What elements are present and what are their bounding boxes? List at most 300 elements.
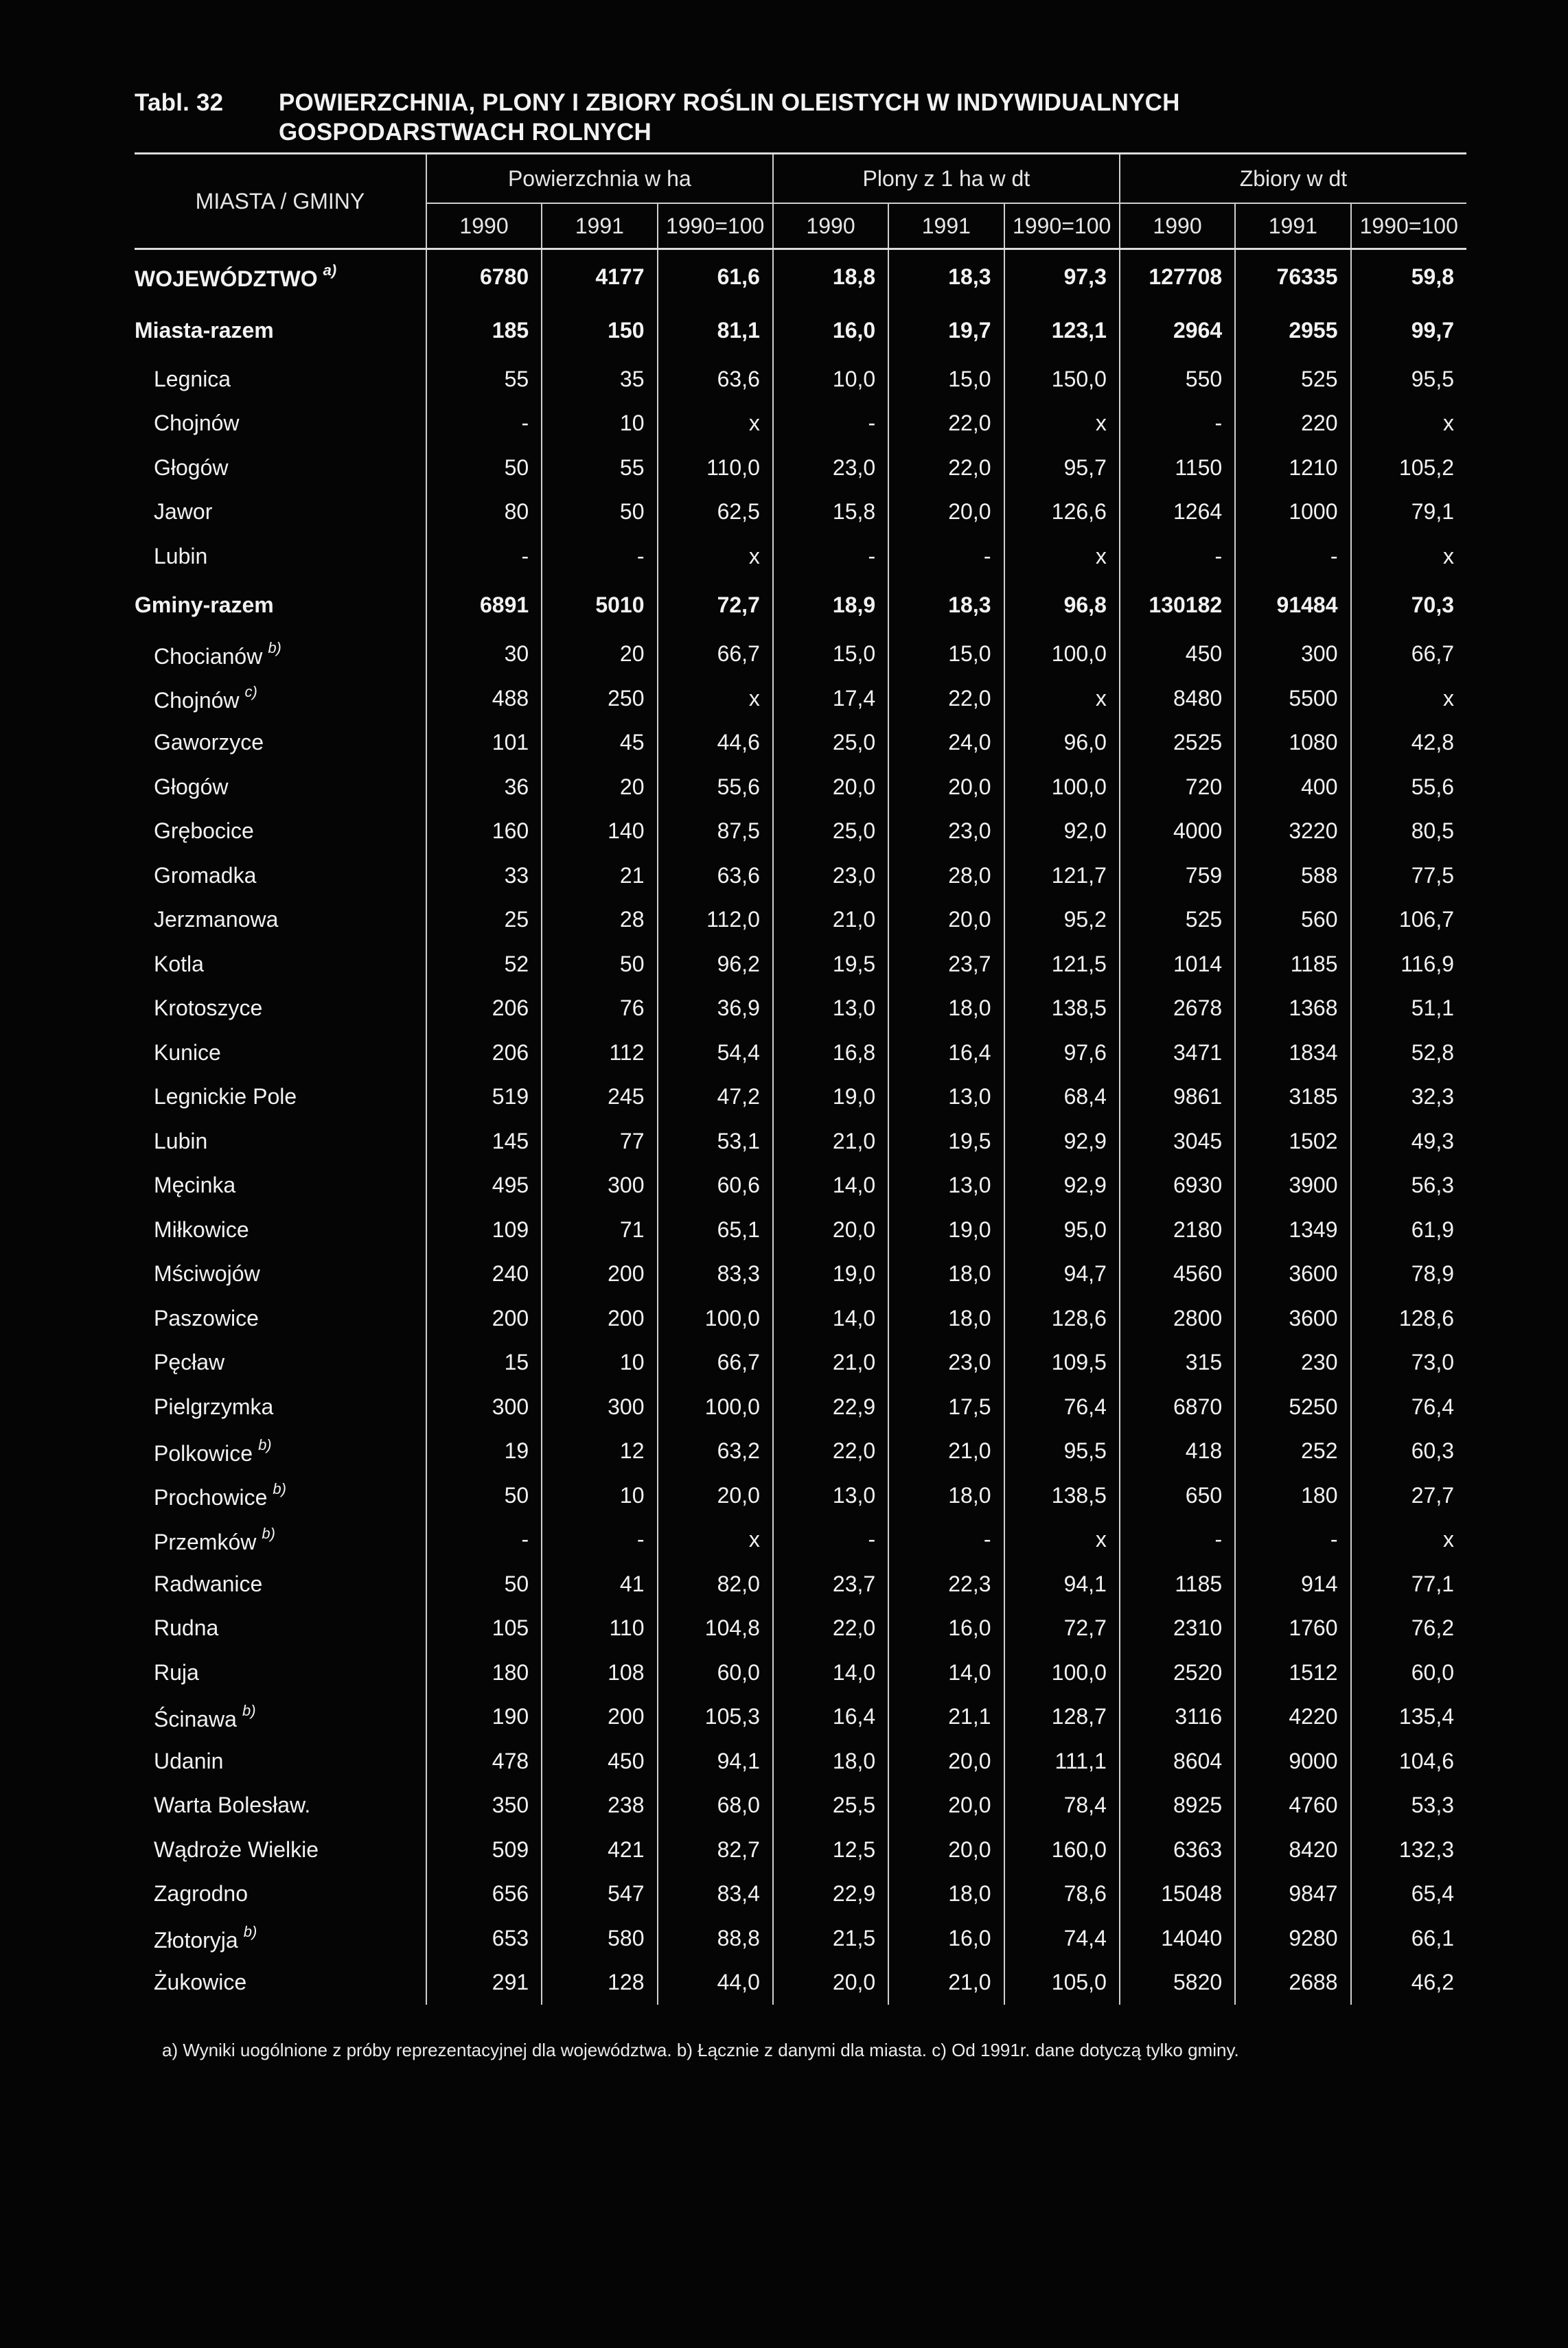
table-cell: 101 bbox=[426, 721, 542, 766]
table-cell: - bbox=[542, 534, 657, 579]
table-cell: 80 bbox=[426, 490, 542, 535]
footnote-marker: b) bbox=[268, 638, 281, 656]
row-label bbox=[135, 303, 426, 357]
table-cell: 1834 bbox=[1235, 1031, 1350, 1075]
table-cell: 21,0 bbox=[773, 898, 888, 943]
table-cell: 230 bbox=[1235, 1341, 1350, 1385]
row-label bbox=[135, 987, 426, 1031]
table-cell: 76,4 bbox=[1004, 1385, 1120, 1429]
table-cell: 77,5 bbox=[1351, 853, 1466, 898]
table-cell: 10 bbox=[542, 402, 657, 446]
table-cell: 33 bbox=[426, 853, 542, 898]
table-cell: 25,0 bbox=[773, 809, 888, 854]
table-row bbox=[135, 1473, 1466, 1518]
footnote-marker: b) bbox=[242, 1701, 256, 1719]
table-row bbox=[135, 1739, 1466, 1784]
table-row bbox=[135, 1031, 1466, 1075]
table-cell: 68,0 bbox=[658, 1784, 773, 1828]
table-cell: 19,5 bbox=[773, 942, 888, 987]
table-cell: 95,0 bbox=[1004, 1208, 1120, 1252]
table-cell: 1000 bbox=[1235, 490, 1350, 535]
table-cell: 76,2 bbox=[1351, 1607, 1466, 1651]
table-cell: 450 bbox=[542, 1739, 657, 1784]
row-name: Miasta-razem bbox=[135, 317, 274, 343]
table-cell: 200 bbox=[542, 1296, 657, 1341]
table-cell: 4760 bbox=[1235, 1784, 1350, 1828]
table-cell: 6780 bbox=[426, 249, 542, 304]
table-cell: 20,0 bbox=[888, 765, 1004, 809]
table-cell: 23,7 bbox=[773, 1562, 888, 1607]
row-label bbox=[135, 1828, 426, 1872]
table-cell: 19 bbox=[426, 1429, 542, 1474]
row-name: Złotoryja bbox=[154, 1928, 238, 1953]
table-cell: 110,0 bbox=[658, 446, 773, 490]
row-name: Mściwojów bbox=[154, 1261, 260, 1287]
table-row bbox=[135, 1518, 1466, 1563]
row-name: Jerzmanowa bbox=[154, 907, 279, 932]
table-cell: 2688 bbox=[1235, 1961, 1350, 2005]
row-name: Paszowice bbox=[154, 1305, 259, 1331]
row-label bbox=[135, 1164, 426, 1208]
table-cell: 300 bbox=[542, 1164, 657, 1208]
table-cell: 5500 bbox=[1235, 676, 1350, 721]
table-cell: 17,4 bbox=[773, 676, 888, 721]
table-cell: x bbox=[1004, 534, 1120, 579]
row-label bbox=[135, 1296, 426, 1341]
table-row bbox=[135, 1252, 1466, 1297]
table-cell: 547 bbox=[542, 1872, 657, 1917]
table-cell: 240 bbox=[426, 1252, 542, 1297]
col-header: 1990 bbox=[773, 203, 888, 249]
table-cell: 18,8 bbox=[773, 249, 888, 304]
table-cell: 41 bbox=[542, 1562, 657, 1607]
table-cell: 50 bbox=[426, 446, 542, 490]
table-cell: 21,0 bbox=[888, 1429, 1004, 1474]
table-cell: 92,9 bbox=[1004, 1119, 1120, 1164]
table-cell: 580 bbox=[542, 1916, 657, 1961]
table-cell: 15,0 bbox=[773, 632, 888, 677]
table-cell: 47,2 bbox=[658, 1075, 773, 1120]
table-cell: 350 bbox=[426, 1784, 542, 1828]
table-cell: 88,8 bbox=[658, 1916, 773, 1961]
row-name: Pielgrzymka bbox=[154, 1394, 274, 1419]
table-cell: 23,0 bbox=[888, 1341, 1004, 1385]
row-name: Kunice bbox=[154, 1039, 221, 1065]
table-cell: 36,9 bbox=[658, 987, 773, 1031]
table-cell: 6891 bbox=[426, 579, 542, 632]
row-name: Rudna bbox=[154, 1615, 219, 1641]
row-label bbox=[135, 853, 426, 898]
table-cell: 99,7 bbox=[1351, 303, 1466, 357]
group-header-area: Powierzchnia w ha bbox=[426, 154, 773, 204]
table-row bbox=[135, 1385, 1466, 1429]
table-cell: 132,3 bbox=[1351, 1828, 1466, 1872]
table-cell: 650 bbox=[1120, 1473, 1235, 1518]
table-cell: 588 bbox=[1235, 853, 1350, 898]
table-cell: 19,5 bbox=[888, 1119, 1004, 1164]
stub-header: MIASTA / GMINY bbox=[135, 154, 426, 249]
table-cell: - bbox=[1120, 1518, 1235, 1563]
table-cell: 62,5 bbox=[658, 490, 773, 535]
table-row bbox=[135, 853, 1466, 898]
row-label bbox=[135, 1695, 426, 1740]
table-cell: 91484 bbox=[1235, 579, 1350, 632]
table-cell: 32,3 bbox=[1351, 1075, 1466, 1120]
table-cell: 418 bbox=[1120, 1429, 1235, 1474]
row-name: Przemków bbox=[154, 1529, 257, 1554]
row-name: Prochowice bbox=[154, 1485, 268, 1510]
table-cell: 52 bbox=[426, 942, 542, 987]
table-cell: 22,0 bbox=[773, 1429, 888, 1474]
row-name: Miłkowice bbox=[154, 1217, 249, 1242]
table-cell: 105,2 bbox=[1351, 446, 1466, 490]
table-cell: 138,5 bbox=[1004, 987, 1120, 1031]
table-cell: 83,3 bbox=[658, 1252, 773, 1297]
table-cell: 66,7 bbox=[1351, 632, 1466, 677]
row-label bbox=[135, 1916, 426, 1961]
table-cell: 3600 bbox=[1235, 1296, 1350, 1341]
table-cell: 759 bbox=[1120, 853, 1235, 898]
table-cell: 97,6 bbox=[1004, 1031, 1120, 1075]
table-cell: 50 bbox=[542, 942, 657, 987]
table-cell: 18,3 bbox=[888, 579, 1004, 632]
table-cell: 78,9 bbox=[1351, 1252, 1466, 1297]
table-cell: 97,3 bbox=[1004, 249, 1120, 304]
table-cell: - bbox=[1235, 1518, 1350, 1563]
table-cell: 5010 bbox=[542, 579, 657, 632]
table-cell: - bbox=[1120, 402, 1235, 446]
table-cell: 95,7 bbox=[1004, 446, 1120, 490]
table-cell: 4560 bbox=[1120, 1252, 1235, 1297]
row-label bbox=[135, 534, 426, 579]
table-cell: 238 bbox=[542, 1784, 657, 1828]
table-cell: 300 bbox=[1235, 632, 1350, 677]
title-line-1: POWIERZCHNIA, PLONY I ZBIORY ROŚLIN OLEISTYCH W INDYWIDUALNYCH bbox=[279, 89, 1180, 116]
table-cell: 1349 bbox=[1235, 1208, 1350, 1252]
table-cell: 94,7 bbox=[1004, 1252, 1120, 1297]
table-cell: 8480 bbox=[1120, 676, 1235, 721]
table-cell: 18,9 bbox=[773, 579, 888, 632]
group-header-harvest: Zbiory w dt bbox=[1120, 154, 1466, 204]
table-cell: 105,3 bbox=[658, 1695, 773, 1740]
table-cell: 121,7 bbox=[1004, 853, 1120, 898]
table-cell: 21,1 bbox=[888, 1695, 1004, 1740]
table-cell: 185 bbox=[426, 303, 542, 357]
table-cell: 8604 bbox=[1120, 1739, 1235, 1784]
footnote-marker: b) bbox=[273, 1480, 286, 1498]
table-cell: 13,0 bbox=[773, 987, 888, 1031]
table-cell: - bbox=[773, 402, 888, 446]
row-label bbox=[135, 1872, 426, 1917]
table-cell: x bbox=[658, 1518, 773, 1563]
table-cell: 23,0 bbox=[888, 809, 1004, 854]
row-name: Chojnów bbox=[154, 411, 240, 436]
table-cell: 82,0 bbox=[658, 1562, 773, 1607]
table-cell: 27,7 bbox=[1351, 1473, 1466, 1518]
table-cell: 145 bbox=[426, 1119, 542, 1164]
table-cell: 87,5 bbox=[658, 809, 773, 854]
table-cell: 76335 bbox=[1235, 249, 1350, 304]
table-row bbox=[135, 1208, 1466, 1252]
table-cell: 23,0 bbox=[773, 853, 888, 898]
table-cell: 105,0 bbox=[1004, 1961, 1120, 2005]
table-cell: 421 bbox=[542, 1828, 657, 1872]
table-cell: 150,0 bbox=[1004, 357, 1120, 402]
table-cell: 160 bbox=[426, 809, 542, 854]
table-cell: 190 bbox=[426, 1695, 542, 1740]
table-cell: 20,0 bbox=[773, 1961, 888, 2005]
table-cell: 60,0 bbox=[1351, 1650, 1466, 1695]
table-row bbox=[135, 765, 1466, 809]
table-cell: 22,9 bbox=[773, 1385, 888, 1429]
table-cell: 20,0 bbox=[773, 765, 888, 809]
table-cell: 55,6 bbox=[658, 765, 773, 809]
row-name: Pęcław bbox=[154, 1350, 225, 1375]
table-cell: 22,9 bbox=[773, 1872, 888, 1917]
data-table bbox=[135, 152, 1466, 2005]
row-name: Jawor bbox=[154, 499, 213, 525]
table-cell: 13,0 bbox=[773, 1473, 888, 1518]
table-cell: 200 bbox=[426, 1296, 542, 1341]
table-cell: 550 bbox=[1120, 357, 1235, 402]
table-row bbox=[135, 1164, 1466, 1208]
table-cell: 180 bbox=[426, 1650, 542, 1695]
footnote-marker: b) bbox=[262, 1524, 275, 1542]
table-cell: 9000 bbox=[1235, 1739, 1350, 1784]
table-cell: 1150 bbox=[1120, 446, 1235, 490]
table-cell: 23,7 bbox=[888, 942, 1004, 987]
table-cell: 63,2 bbox=[658, 1429, 773, 1474]
table-cell: 3185 bbox=[1235, 1075, 1350, 1120]
table-cell: 65,4 bbox=[1351, 1872, 1466, 1917]
table-cell: 25 bbox=[426, 898, 542, 943]
table-row bbox=[135, 942, 1466, 987]
table-cell: 50 bbox=[542, 490, 657, 535]
table-cell: 1368 bbox=[1235, 987, 1350, 1031]
table-cell: 18,0 bbox=[888, 1473, 1004, 1518]
table-cell: 49,3 bbox=[1351, 1119, 1466, 1164]
table-cell: 300 bbox=[542, 1385, 657, 1429]
table-cell: 9847 bbox=[1235, 1872, 1350, 1917]
table-cell: 21,5 bbox=[773, 1916, 888, 1961]
table-cell: x bbox=[1351, 1518, 1466, 1563]
table-cell: 250 bbox=[542, 676, 657, 721]
table-cell: 519 bbox=[426, 1075, 542, 1120]
table-cell: 15,8 bbox=[773, 490, 888, 535]
table-cell: 16,0 bbox=[888, 1607, 1004, 1651]
table-cell: 116,9 bbox=[1351, 942, 1466, 987]
col-header: 1991 bbox=[888, 203, 1004, 249]
table-cell: 3045 bbox=[1120, 1119, 1235, 1164]
row-name: Kotla bbox=[154, 951, 204, 976]
table-row bbox=[135, 1296, 1466, 1341]
table-row bbox=[135, 1119, 1466, 1164]
table-cell: 488 bbox=[426, 676, 542, 721]
table-cell: 22,0 bbox=[888, 446, 1004, 490]
table-cell: 14,0 bbox=[773, 1164, 888, 1208]
table-cell: 12,5 bbox=[773, 1828, 888, 1872]
table-cell: 1512 bbox=[1235, 1650, 1350, 1695]
table-cell: 2955 bbox=[1235, 303, 1350, 357]
row-label bbox=[135, 1075, 426, 1120]
table-cell: 44,6 bbox=[658, 721, 773, 766]
table-cell: 94,1 bbox=[1004, 1562, 1120, 1607]
table-cell: - bbox=[773, 534, 888, 579]
table-title bbox=[135, 88, 1473, 147]
table-cell: 15,0 bbox=[888, 632, 1004, 677]
table-cell: 19,7 bbox=[888, 303, 1004, 357]
table-cell: 20,0 bbox=[888, 490, 1004, 535]
table-cell: 21,0 bbox=[888, 1961, 1004, 2005]
table-body bbox=[135, 249, 1466, 2005]
table-cell: - bbox=[426, 402, 542, 446]
table-row bbox=[135, 402, 1466, 446]
row-label bbox=[135, 490, 426, 535]
table-cell: 108 bbox=[542, 1650, 657, 1695]
table-cell: 71 bbox=[542, 1208, 657, 1252]
table-cell: 25,5 bbox=[773, 1784, 888, 1828]
table-cell: 110 bbox=[542, 1607, 657, 1651]
table-cell: x bbox=[1351, 676, 1466, 721]
table-cell: 3600 bbox=[1235, 1252, 1350, 1297]
row-name: WOJEWÓDZTWO bbox=[135, 266, 318, 291]
footnote: a) Wyniki uogólnione z próby reprezentacyjnej dla województwa. b) Łącznie z danymi dla miasta. c) Od 1991r. dane dotyczą tylko gminy. bbox=[162, 2040, 1239, 2060]
table-cell: x bbox=[658, 676, 773, 721]
table-row bbox=[135, 1784, 1466, 1828]
table-cell: 66,7 bbox=[658, 632, 773, 677]
table-cell: 55 bbox=[426, 357, 542, 402]
table-cell: 78,4 bbox=[1004, 1784, 1120, 1828]
table-cell: - bbox=[426, 534, 542, 579]
table-cell: 104,8 bbox=[658, 1607, 773, 1651]
table-cell: 8420 bbox=[1235, 1828, 1350, 1872]
table-cell: 20,0 bbox=[773, 1208, 888, 1252]
table-cell: 2964 bbox=[1120, 303, 1235, 357]
table-row bbox=[135, 446, 1466, 490]
table-cell: 50 bbox=[426, 1473, 542, 1518]
table-cell: 206 bbox=[426, 987, 542, 1031]
table-cell: 53,3 bbox=[1351, 1784, 1466, 1828]
table-cell: 42,8 bbox=[1351, 721, 1466, 766]
table-cell: 1502 bbox=[1235, 1119, 1350, 1164]
table-cell: 112 bbox=[542, 1031, 657, 1075]
table-cell: 656 bbox=[426, 1872, 542, 1917]
table-cell: 140 bbox=[542, 809, 657, 854]
title-line-2: GOSPODARSTWACH ROLNYCH bbox=[279, 119, 652, 146]
table-cell: 121,5 bbox=[1004, 942, 1120, 987]
table-cell: 525 bbox=[1120, 898, 1235, 943]
table-cell: 653 bbox=[426, 1916, 542, 1961]
table-cell: 13,0 bbox=[888, 1075, 1004, 1120]
table-cell: 70,3 bbox=[1351, 579, 1466, 632]
table-row bbox=[135, 1341, 1466, 1385]
table-cell: 72,7 bbox=[658, 579, 773, 632]
row-label bbox=[135, 1385, 426, 1429]
table-cell: 400 bbox=[1235, 765, 1350, 809]
table-cell: 52,8 bbox=[1351, 1031, 1466, 1075]
table-cell: 450 bbox=[1120, 632, 1235, 677]
table-cell: 22,0 bbox=[888, 402, 1004, 446]
table-cell: 74,4 bbox=[1004, 1916, 1120, 1961]
table-cell: 291 bbox=[426, 1961, 542, 2005]
table-cell: 3220 bbox=[1235, 809, 1350, 854]
footnote-marker: c) bbox=[244, 683, 257, 701]
table-cell: 478 bbox=[426, 1739, 542, 1784]
table-cell: 4000 bbox=[1120, 809, 1235, 854]
table-cell: 10,0 bbox=[773, 357, 888, 402]
table-cell: x bbox=[658, 534, 773, 579]
row-name: Lubin bbox=[154, 543, 208, 568]
row-label bbox=[135, 1031, 426, 1075]
table-cell: 20 bbox=[542, 765, 657, 809]
table-cell: 18,3 bbox=[888, 249, 1004, 304]
col-header: 1990=100 bbox=[1004, 203, 1120, 249]
row-label bbox=[135, 1784, 426, 1828]
row-name: Legnickie Pole bbox=[154, 1084, 297, 1109]
col-header: 1991 bbox=[1235, 203, 1350, 249]
table-cell: 19,0 bbox=[773, 1252, 888, 1297]
table-cell: x bbox=[1004, 402, 1120, 446]
table-cell: 128,6 bbox=[1004, 1296, 1120, 1341]
table-cell: 82,7 bbox=[658, 1828, 773, 1872]
table-cell: 22,3 bbox=[888, 1562, 1004, 1607]
table-cell: 81,1 bbox=[658, 303, 773, 357]
table-cell: 55,6 bbox=[1351, 765, 1466, 809]
row-name: Chocianów bbox=[154, 643, 263, 669]
table-cell: 12 bbox=[542, 1429, 657, 1474]
table-cell: 914 bbox=[1235, 1562, 1350, 1607]
row-name: Lubin bbox=[154, 1128, 208, 1153]
row-label bbox=[135, 1562, 426, 1607]
footnote-marker: b) bbox=[258, 1436, 272, 1453]
table-cell: 160,0 bbox=[1004, 1828, 1120, 1872]
table-row bbox=[135, 1562, 1466, 1607]
col-header: 1991 bbox=[542, 203, 657, 249]
table-cell: 17,5 bbox=[888, 1385, 1004, 1429]
table-cell: 25,0 bbox=[773, 721, 888, 766]
table-cell: 2525 bbox=[1120, 721, 1235, 766]
row-label bbox=[135, 1518, 426, 1563]
table-row bbox=[135, 809, 1466, 854]
table-row bbox=[135, 579, 1466, 632]
row-label bbox=[135, 579, 426, 632]
table-cell: 18,0 bbox=[888, 1252, 1004, 1297]
table-row bbox=[135, 1607, 1466, 1651]
table-cell: 100,0 bbox=[658, 1385, 773, 1429]
table-cell: 95,2 bbox=[1004, 898, 1120, 943]
table-cell: 76 bbox=[542, 987, 657, 1031]
table-cell: 20,0 bbox=[658, 1473, 773, 1518]
table-cell: 10 bbox=[542, 1473, 657, 1518]
table-cell: 73,0 bbox=[1351, 1341, 1466, 1385]
table-cell: 92,0 bbox=[1004, 809, 1120, 854]
table-cell: 100,0 bbox=[1004, 765, 1120, 809]
row-name: Polkowice bbox=[154, 1440, 253, 1466]
table-cell: 138,5 bbox=[1004, 1473, 1120, 1518]
table-cell: 96,0 bbox=[1004, 721, 1120, 766]
table-cell: 44,0 bbox=[658, 1961, 773, 2005]
table-cell: 54,4 bbox=[658, 1031, 773, 1075]
row-name: Zagrodno bbox=[154, 1881, 248, 1907]
table-cell: 95,5 bbox=[1351, 357, 1466, 402]
table-cell: 200 bbox=[542, 1252, 657, 1297]
table-row bbox=[135, 1695, 1466, 1740]
table-cell: 123,1 bbox=[1004, 303, 1120, 357]
table-cell: 106,7 bbox=[1351, 898, 1466, 943]
col-header: 1990=100 bbox=[1351, 203, 1466, 249]
table-cell: 20,0 bbox=[888, 1784, 1004, 1828]
table-cell: 14,0 bbox=[773, 1296, 888, 1341]
